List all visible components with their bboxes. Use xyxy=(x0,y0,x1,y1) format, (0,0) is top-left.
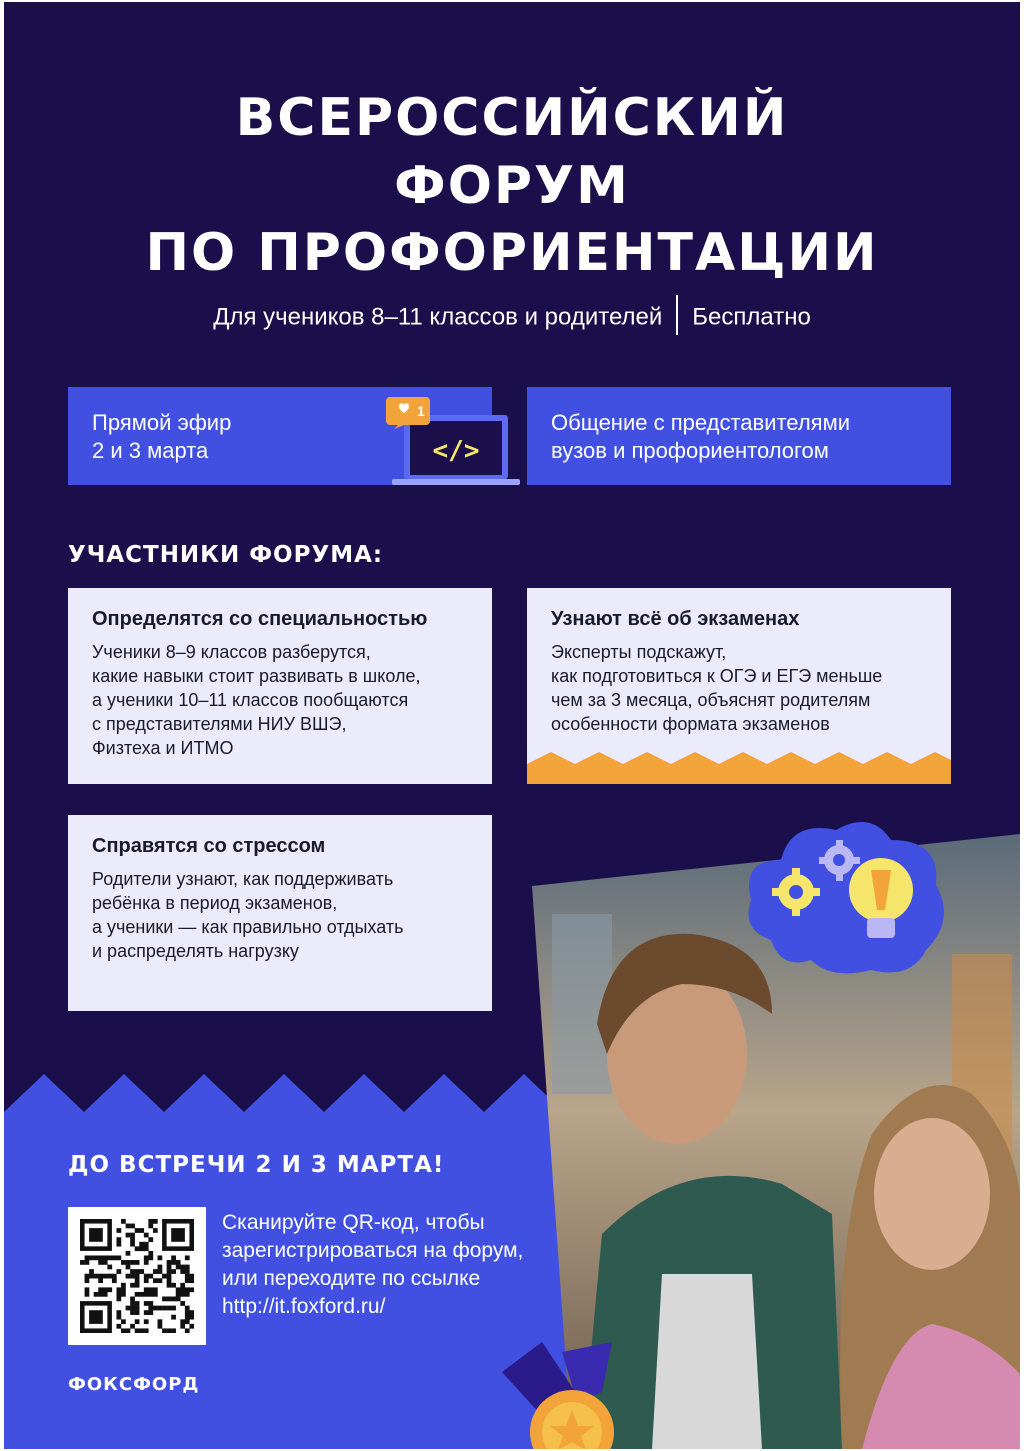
qr-line: Сканируйте QR-код, чтобы xyxy=(222,1211,485,1234)
meet-line-1: Общение с представителями xyxy=(551,410,850,435)
card-line: а ученики 10–11 классов пообщаются xyxy=(92,690,409,710)
price-text: Бесплатно xyxy=(692,303,811,331)
title-line-2: ФОРУМ xyxy=(394,156,630,216)
card-title: Определятся со специальностью xyxy=(92,608,428,630)
live-label: Прямой эфир xyxy=(92,410,232,435)
audience-text: Для учеников 8–11 классов и родителей xyxy=(213,303,663,331)
card-title: Справятся со стрессом xyxy=(92,835,326,857)
ideas-cloud-illustration xyxy=(741,810,951,980)
brand-logo-text: ФОКСФОРД xyxy=(68,1374,200,1395)
card-line: особенности формата экзаменов xyxy=(551,714,830,734)
card-body xyxy=(92,867,403,963)
see-you-heading: ДО ВСТРЕЧИ 2 И 3 МАРТА! xyxy=(68,1152,445,1178)
card-line: как подготовиться к ОГЭ и ЕГЭ меньше xyxy=(551,666,883,686)
card-line: Ученики 8–9 классов разберутся, xyxy=(92,642,371,662)
card-line: чем за 3 месяца, объяснят родителям xyxy=(551,690,871,710)
qr-instructions xyxy=(222,1209,523,1321)
qr-line: или переходите по ссылке xyxy=(222,1267,481,1290)
card-specialty xyxy=(68,588,492,784)
card-line: а ученики — как правильно отдыхать xyxy=(92,917,404,937)
registration-link[interactable]: http://it.foxford.ru/ xyxy=(222,1295,386,1318)
participants-heading: УЧАСТНИКИ ФОРУМА: xyxy=(68,542,384,568)
title-line-1: ВСЕРОССИЙСКИЙ xyxy=(235,88,789,148)
card-line: с представителями НИУ ВШЭ, xyxy=(92,714,347,734)
zigzag-decoration xyxy=(527,750,951,784)
card-line: Эксперты подскажут, xyxy=(551,642,727,662)
live-stream-box xyxy=(68,387,492,485)
card-line: какие навыки стоит развивать в школе, xyxy=(92,666,421,686)
qr-code[interactable] xyxy=(68,1207,206,1345)
badge-count: 1 xyxy=(417,403,425,419)
card-line: Физтеха и ИТМО xyxy=(92,738,234,758)
card-title: Узнают всё об экзаменах xyxy=(551,608,800,630)
qr-code-pattern xyxy=(80,1219,194,1333)
title-line-3: ПО ПРОФОРИЕНТАЦИИ xyxy=(145,223,879,283)
forum-poster xyxy=(4,2,1020,1449)
code-glyph: </> xyxy=(432,436,480,466)
card-line: и распределять нагрузку xyxy=(92,941,299,961)
medal-icon xyxy=(492,1332,642,1449)
live-dates: 2 и 3 марта xyxy=(92,438,209,463)
laptop-code-icon xyxy=(386,397,526,487)
meet-box xyxy=(527,387,951,485)
card-exams xyxy=(527,588,951,784)
subtitle xyxy=(4,298,1020,338)
heart-badge-icon xyxy=(386,397,430,429)
subtitle-divider xyxy=(676,295,678,335)
card-stress xyxy=(68,815,492,1011)
qr-line: зарегистрироваться на форум, xyxy=(222,1239,524,1262)
card-line: Родители узнают, как поддерживать xyxy=(92,869,394,889)
meet-line-2: вузов и профориентологом xyxy=(551,438,829,463)
card-body xyxy=(551,640,882,736)
card-body xyxy=(92,640,420,760)
card-line: ребёнка в период экзаменов, xyxy=(92,893,338,913)
